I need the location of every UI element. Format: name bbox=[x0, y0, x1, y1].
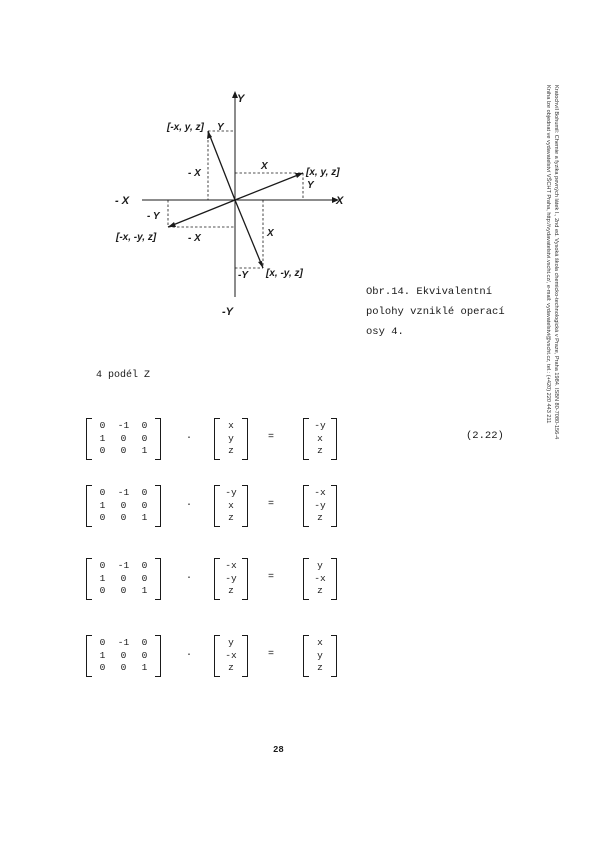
matrix-cell: -1 bbox=[117, 487, 130, 498]
vector-cells bbox=[220, 485, 242, 527]
rotation-matrix bbox=[86, 558, 161, 600]
matrix-cells bbox=[92, 418, 155, 460]
side-note-line1: Kratochvíl Bohumil: Chemie a fyzika pevných látek I., 2nd ed. Vysoká škola chemicko-technologická v Praze, Praha 1984. ISBN 80-7080-156-4 bbox=[553, 85, 559, 440]
vector-cell: x bbox=[317, 432, 323, 444]
matrix-cell: 0 bbox=[99, 637, 106, 648]
bracket-right bbox=[242, 418, 248, 460]
arrowhead-p4 bbox=[258, 261, 263, 268]
vector-cell: z bbox=[228, 445, 234, 456]
arrowhead-p1 bbox=[295, 173, 303, 178]
multiply-operator: . bbox=[186, 498, 193, 509]
label-x-neg: - X bbox=[115, 195, 130, 207]
matrix-cell: 1 bbox=[141, 662, 148, 673]
vector-cells bbox=[220, 635, 242, 677]
vector-cell: -x bbox=[314, 572, 326, 584]
vector-cells bbox=[309, 635, 331, 677]
result-vector bbox=[303, 485, 337, 527]
bracket-right bbox=[331, 635, 337, 677]
vector-cell: y bbox=[317, 649, 323, 661]
equals-sign: = bbox=[268, 499, 275, 510]
vector-cell: z bbox=[317, 445, 323, 456]
rotation-matrix bbox=[86, 418, 161, 460]
side-note bbox=[544, 85, 560, 665]
vector-cell: x bbox=[317, 637, 323, 648]
matrix-cell: 1 bbox=[141, 585, 148, 596]
label-point-p2: [-x, y, z] bbox=[167, 122, 204, 133]
vector-cell: z bbox=[317, 662, 323, 673]
vector-cells bbox=[309, 558, 331, 600]
matrix-cell: 1 bbox=[99, 499, 106, 511]
label-top-x: X bbox=[261, 161, 268, 172]
bracket-right bbox=[331, 558, 337, 600]
vector-p4 bbox=[235, 200, 263, 268]
multiply-operator: . bbox=[186, 571, 193, 582]
vector-cell: -x bbox=[225, 649, 237, 661]
label-left-x: - X bbox=[188, 168, 201, 179]
figure-caption-line1: Obr.14. Ekvivalentní bbox=[366, 286, 493, 298]
matrix-cell: 1 bbox=[99, 649, 106, 661]
vector-cell: -y bbox=[225, 572, 237, 584]
vector-cell: -y bbox=[225, 487, 237, 498]
matrix-cell: 0 bbox=[141, 649, 148, 661]
label-point-p3: [-x, -y, z] bbox=[116, 232, 157, 243]
vector-p1 bbox=[235, 173, 303, 200]
matrix-cell: 0 bbox=[99, 420, 106, 431]
figure-caption-line3: osy 4. bbox=[366, 326, 404, 338]
matrix-cell: 0 bbox=[141, 420, 148, 431]
matrix-cell: 0 bbox=[99, 487, 106, 498]
matrix-cell: 0 bbox=[120, 512, 127, 523]
equals-sign: = bbox=[268, 649, 275, 660]
matrix-cell: 1 bbox=[141, 445, 148, 456]
matrix-cells bbox=[92, 558, 155, 600]
page-number: 28 bbox=[273, 745, 284, 755]
vector-cell: y bbox=[317, 560, 323, 571]
label-bottom-neg-y: -Y bbox=[238, 270, 248, 281]
matrix-cell: 1 bbox=[99, 572, 106, 584]
vector-cell: z bbox=[228, 585, 234, 596]
matrix-cell: 0 bbox=[120, 572, 127, 584]
section-title: 4 podél Z bbox=[96, 370, 151, 381]
bracket-right bbox=[155, 418, 161, 460]
matrix-cell: 0 bbox=[120, 585, 127, 596]
equals-sign: = bbox=[268, 432, 275, 443]
vector-cell: -y bbox=[314, 420, 326, 431]
bracket-right bbox=[155, 558, 161, 600]
matrix-cell: -1 bbox=[117, 560, 130, 571]
matrix-cells bbox=[92, 635, 155, 677]
matrix-cell: 0 bbox=[99, 560, 106, 571]
vector-cell: -x bbox=[314, 487, 326, 498]
bracket-right bbox=[242, 635, 248, 677]
matrix-cell: 0 bbox=[120, 432, 127, 444]
vector-cells bbox=[220, 558, 242, 600]
rotation-matrix bbox=[86, 485, 161, 527]
label-left-neg-y: - Y bbox=[147, 211, 160, 222]
result-vector bbox=[303, 418, 337, 460]
vector-cell: z bbox=[228, 662, 234, 673]
matrix-cell: 0 bbox=[120, 445, 127, 456]
vector-cells bbox=[309, 418, 331, 460]
multiply-operator: . bbox=[186, 648, 193, 659]
label-y-neg: -Y bbox=[222, 306, 233, 318]
bracket-right bbox=[155, 635, 161, 677]
label-right-y: Y bbox=[307, 180, 314, 191]
matrix-cell: 0 bbox=[120, 662, 127, 673]
input-vector bbox=[214, 418, 248, 460]
label-bottom-x: X bbox=[267, 228, 274, 239]
vector-cell: z bbox=[317, 512, 323, 523]
matrix-cell: 0 bbox=[141, 499, 148, 511]
matrix-cell: 1 bbox=[141, 512, 148, 523]
matrix-cell: 0 bbox=[141, 487, 148, 498]
multiply-operator: . bbox=[186, 431, 193, 442]
matrix-cells bbox=[92, 485, 155, 527]
vector-cell: z bbox=[317, 585, 323, 596]
rotation-matrix bbox=[86, 635, 161, 677]
label-x-pos: X bbox=[336, 195, 344, 207]
bracket-right bbox=[242, 558, 248, 600]
result-vector bbox=[303, 635, 337, 677]
label-point-p4: [x, -y, z] bbox=[266, 268, 303, 279]
figure-caption-line2: polohy vzniklé operací bbox=[366, 306, 505, 318]
matrix-cell: -1 bbox=[117, 637, 130, 648]
vector-p3 bbox=[168, 200, 235, 227]
matrix-cell: 0 bbox=[141, 560, 148, 571]
vector-cell: -x bbox=[225, 560, 237, 571]
input-vector bbox=[214, 485, 248, 527]
label-top-y: Y bbox=[217, 122, 224, 133]
label-point-p1: [x, y, z] bbox=[306, 167, 340, 178]
result-vector bbox=[303, 558, 337, 600]
matrix-cell: 0 bbox=[120, 499, 127, 511]
equals-sign: = bbox=[268, 572, 275, 583]
input-vector bbox=[214, 635, 248, 677]
matrix-cell: 1 bbox=[99, 432, 106, 444]
input-vector bbox=[214, 558, 248, 600]
matrix-cell: 0 bbox=[141, 637, 148, 648]
bracket-right bbox=[331, 418, 337, 460]
vector-cell: x bbox=[228, 499, 234, 511]
matrix-cell: 0 bbox=[99, 445, 106, 456]
matrix-cell: 0 bbox=[99, 585, 106, 596]
vector-cell: -y bbox=[314, 499, 326, 511]
bracket-right bbox=[242, 485, 248, 527]
arrowhead-p3 bbox=[168, 222, 176, 227]
matrix-cell: -1 bbox=[117, 420, 130, 431]
vector-cells bbox=[309, 485, 331, 527]
bracket-right bbox=[331, 485, 337, 527]
vector-cell: z bbox=[228, 512, 234, 523]
matrix-cell: 0 bbox=[99, 662, 106, 673]
vector-p2 bbox=[208, 131, 235, 200]
matrix-cell: 0 bbox=[120, 649, 127, 661]
vector-cell: x bbox=[228, 420, 234, 431]
label-y-pos: Y bbox=[237, 93, 245, 105]
equation-number: (2.22) bbox=[466, 430, 504, 442]
side-note-line2: Kniha lze objednat ve vydavatelství VŠCHT Praha, http://vydavatelstvi.vscht.cz/, e-mail: vydavatelstvi@vscht.cz, tel.: (+420) 220 443 211 bbox=[545, 85, 551, 424]
matrix-cell: 0 bbox=[141, 572, 148, 584]
matrix-cell: 0 bbox=[141, 432, 148, 444]
vector-cells bbox=[220, 418, 242, 460]
label-bottom-neg-x: - X bbox=[188, 233, 201, 244]
bracket-right bbox=[155, 485, 161, 527]
vector-cell: y bbox=[228, 432, 234, 444]
symmetry-diagram bbox=[110, 85, 360, 320]
matrix-cell: 0 bbox=[99, 512, 106, 523]
vector-cell: y bbox=[228, 637, 234, 648]
